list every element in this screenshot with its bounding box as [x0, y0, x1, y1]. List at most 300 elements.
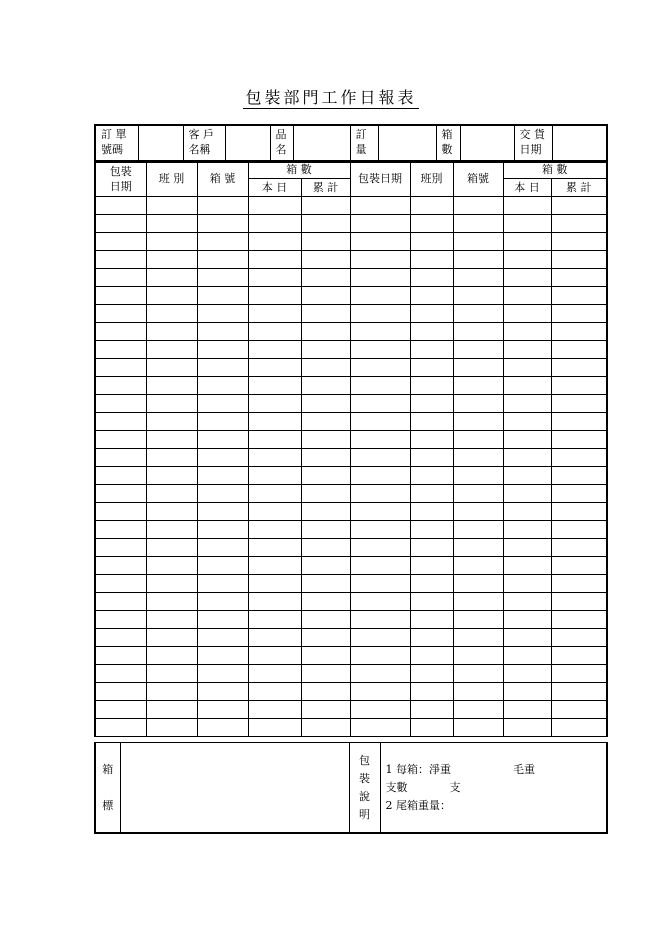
delivery-date-field[interactable]	[552, 125, 607, 162]
table-cell[interactable]	[146, 575, 197, 593]
table-cell[interactable]	[146, 395, 197, 413]
table-cell[interactable]	[95, 665, 146, 683]
table-cell[interactable]	[551, 431, 607, 449]
table-cell[interactable]	[248, 359, 301, 377]
table-cell[interactable]	[453, 575, 503, 593]
table-cell[interactable]	[95, 467, 146, 485]
table-cell[interactable]	[551, 359, 607, 377]
table-cell[interactable]	[248, 377, 301, 395]
table-cell[interactable]	[146, 305, 197, 323]
table-cell[interactable]	[197, 449, 248, 467]
table-cell[interactable]	[248, 503, 301, 521]
table-cell[interactable]	[146, 647, 197, 665]
table-cell[interactable]	[146, 593, 197, 611]
table-cell[interactable]	[503, 611, 551, 629]
table-cell[interactable]	[301, 683, 350, 701]
table-cell[interactable]	[410, 215, 453, 233]
table-cell[interactable]	[146, 449, 197, 467]
table-cell[interactable]	[301, 251, 350, 269]
table-cell[interactable]	[453, 251, 503, 269]
table-cell[interactable]	[453, 665, 503, 683]
table-cell[interactable]	[248, 539, 301, 557]
table-cell[interactable]	[301, 431, 350, 449]
table-cell[interactable]	[95, 629, 146, 647]
table-cell[interactable]	[410, 539, 453, 557]
table-cell[interactable]	[301, 611, 350, 629]
table-cell[interactable]	[248, 665, 301, 683]
table-cell[interactable]	[146, 485, 197, 503]
table-cell[interactable]	[453, 431, 503, 449]
table-cell[interactable]	[453, 467, 503, 485]
table-cell[interactable]	[248, 395, 301, 413]
table-cell[interactable]	[453, 647, 503, 665]
table-cell[interactable]	[248, 197, 301, 215]
table-cell[interactable]	[248, 611, 301, 629]
table-cell[interactable]	[410, 575, 453, 593]
table-cell[interactable]	[95, 719, 146, 737]
table-cell[interactable]	[197, 629, 248, 647]
box-mark-field[interactable]	[120, 743, 349, 834]
table-cell[interactable]	[301, 287, 350, 305]
table-cell[interactable]	[551, 593, 607, 611]
table-cell[interactable]	[410, 467, 453, 485]
table-cell[interactable]	[350, 647, 410, 665]
table-cell[interactable]	[551, 395, 607, 413]
table-cell[interactable]	[350, 629, 410, 647]
table-cell[interactable]	[551, 287, 607, 305]
table-cell[interactable]	[453, 629, 503, 647]
table-cell[interactable]	[350, 413, 410, 431]
table-cell[interactable]	[410, 413, 453, 431]
table-cell[interactable]	[350, 539, 410, 557]
table-cell[interactable]	[350, 503, 410, 521]
table-cell[interactable]	[248, 629, 301, 647]
table-cell[interactable]	[197, 539, 248, 557]
table-cell[interactable]	[301, 665, 350, 683]
table-cell[interactable]	[410, 665, 453, 683]
table-cell[interactable]	[301, 647, 350, 665]
table-cell[interactable]	[350, 233, 410, 251]
table-cell[interactable]	[301, 539, 350, 557]
table-cell[interactable]	[503, 323, 551, 341]
table-cell[interactable]	[301, 449, 350, 467]
table-cell[interactable]	[146, 503, 197, 521]
table-cell[interactable]	[248, 557, 301, 575]
table-cell[interactable]	[95, 611, 146, 629]
table-cell[interactable]	[350, 665, 410, 683]
table-cell[interactable]	[146, 539, 197, 557]
table-cell[interactable]	[301, 593, 350, 611]
table-cell[interactable]	[503, 539, 551, 557]
table-cell[interactable]	[301, 719, 350, 737]
table-cell[interactable]	[95, 269, 146, 287]
table-cell[interactable]	[453, 539, 503, 557]
table-cell[interactable]	[146, 611, 197, 629]
table-cell[interactable]	[301, 341, 350, 359]
table-cell[interactable]	[146, 665, 197, 683]
table-cell[interactable]	[197, 359, 248, 377]
table-cell[interactable]	[551, 629, 607, 647]
table-cell[interactable]	[248, 341, 301, 359]
table-cell[interactable]	[95, 485, 146, 503]
table-cell[interactable]	[410, 593, 453, 611]
table-cell[interactable]	[551, 701, 607, 719]
table-cell[interactable]	[503, 377, 551, 395]
table-cell[interactable]	[551, 413, 607, 431]
table-cell[interactable]	[95, 359, 146, 377]
table-cell[interactable]	[146, 233, 197, 251]
table-cell[interactable]	[197, 215, 248, 233]
table-cell[interactable]	[453, 305, 503, 323]
table-cell[interactable]	[301, 377, 350, 395]
table-cell[interactable]	[350, 575, 410, 593]
table-cell[interactable]	[410, 611, 453, 629]
table-cell[interactable]	[350, 323, 410, 341]
table-cell[interactable]	[410, 521, 453, 539]
table-cell[interactable]	[453, 503, 503, 521]
table-cell[interactable]	[350, 701, 410, 719]
table-cell[interactable]	[95, 575, 146, 593]
table-cell[interactable]	[410, 719, 453, 737]
table-cell[interactable]	[503, 647, 551, 665]
table-cell[interactable]	[248, 449, 301, 467]
table-cell[interactable]	[301, 197, 350, 215]
table-cell[interactable]	[248, 233, 301, 251]
table-cell[interactable]	[95, 431, 146, 449]
table-cell[interactable]	[453, 215, 503, 233]
table-cell[interactable]	[551, 467, 607, 485]
table-cell[interactable]	[197, 647, 248, 665]
table-cell[interactable]	[197, 611, 248, 629]
table-cell[interactable]	[248, 251, 301, 269]
table-cell[interactable]	[301, 269, 350, 287]
table-cell[interactable]	[197, 701, 248, 719]
table-cell[interactable]	[551, 539, 607, 557]
table-cell[interactable]	[95, 233, 146, 251]
table-cell[interactable]	[410, 629, 453, 647]
table-cell[interactable]	[95, 323, 146, 341]
table-cell[interactable]	[146, 629, 197, 647]
table-cell[interactable]	[453, 287, 503, 305]
table-cell[interactable]	[453, 413, 503, 431]
table-cell[interactable]	[146, 323, 197, 341]
table-cell[interactable]	[453, 719, 503, 737]
table-cell[interactable]	[301, 557, 350, 575]
table-cell[interactable]	[350, 287, 410, 305]
table-cell[interactable]	[197, 467, 248, 485]
table-cell[interactable]	[95, 521, 146, 539]
table-cell[interactable]	[197, 413, 248, 431]
table-cell[interactable]	[551, 449, 607, 467]
table-cell[interactable]	[248, 269, 301, 287]
table-cell[interactable]	[248, 683, 301, 701]
table-cell[interactable]	[410, 251, 453, 269]
table-cell[interactable]	[350, 557, 410, 575]
table-cell[interactable]	[146, 251, 197, 269]
table-cell[interactable]	[197, 323, 248, 341]
table-cell[interactable]	[350, 485, 410, 503]
table-cell[interactable]	[301, 701, 350, 719]
table-cell[interactable]	[95, 647, 146, 665]
table-cell[interactable]	[551, 341, 607, 359]
table-cell[interactable]	[248, 305, 301, 323]
order-qty-field[interactable]	[378, 125, 436, 162]
table-cell[interactable]	[95, 701, 146, 719]
table-cell[interactable]	[350, 521, 410, 539]
table-cell[interactable]	[248, 701, 301, 719]
table-cell[interactable]	[503, 341, 551, 359]
table-cell[interactable]	[503, 701, 551, 719]
pack-notes[interactable]	[380, 743, 607, 834]
table-cell[interactable]	[197, 233, 248, 251]
table-cell[interactable]	[551, 665, 607, 683]
table-cell[interactable]	[95, 539, 146, 557]
table-cell[interactable]	[248, 323, 301, 341]
table-cell[interactable]	[197, 557, 248, 575]
table-cell[interactable]	[197, 305, 248, 323]
table-cell[interactable]	[197, 719, 248, 737]
table-cell[interactable]	[410, 233, 453, 251]
table-cell[interactable]	[248, 575, 301, 593]
table-cell[interactable]	[301, 305, 350, 323]
table-cell[interactable]	[248, 647, 301, 665]
table-cell[interactable]	[301, 233, 350, 251]
table-cell[interactable]	[410, 503, 453, 521]
table-cell[interactable]	[301, 359, 350, 377]
table-cell[interactable]	[197, 593, 248, 611]
table-cell[interactable]	[197, 521, 248, 539]
table-cell[interactable]	[146, 557, 197, 575]
table-cell[interactable]	[350, 359, 410, 377]
table-cell[interactable]	[197, 287, 248, 305]
table-cell[interactable]	[248, 413, 301, 431]
table-cell[interactable]	[551, 197, 607, 215]
product-field[interactable]	[293, 125, 350, 162]
table-cell[interactable]	[248, 467, 301, 485]
table-cell[interactable]	[410, 287, 453, 305]
table-cell[interactable]	[146, 341, 197, 359]
table-cell[interactable]	[95, 287, 146, 305]
table-cell[interactable]	[410, 269, 453, 287]
table-cell[interactable]	[146, 467, 197, 485]
table-cell[interactable]	[95, 377, 146, 395]
table-cell[interactable]	[453, 683, 503, 701]
table-cell[interactable]	[453, 701, 503, 719]
table-cell[interactable]	[146, 359, 197, 377]
box-count-field[interactable]	[460, 125, 514, 162]
table-cell[interactable]	[551, 557, 607, 575]
table-cell[interactable]	[95, 503, 146, 521]
table-cell[interactable]	[197, 683, 248, 701]
table-cell[interactable]	[197, 269, 248, 287]
table-cell[interactable]	[503, 629, 551, 647]
table-cell[interactable]	[95, 683, 146, 701]
table-cell[interactable]	[350, 215, 410, 233]
table-cell[interactable]	[248, 287, 301, 305]
table-cell[interactable]	[301, 467, 350, 485]
table-cell[interactable]	[551, 305, 607, 323]
table-cell[interactable]	[453, 449, 503, 467]
table-cell[interactable]	[350, 449, 410, 467]
customer-field[interactable]	[225, 125, 270, 162]
table-cell[interactable]	[410, 449, 453, 467]
table-cell[interactable]	[197, 377, 248, 395]
table-cell[interactable]	[503, 557, 551, 575]
table-cell[interactable]	[301, 521, 350, 539]
table-cell[interactable]	[146, 701, 197, 719]
table-cell[interactable]	[350, 611, 410, 629]
table-cell[interactable]	[453, 233, 503, 251]
table-cell[interactable]	[503, 521, 551, 539]
table-cell[interactable]	[410, 647, 453, 665]
table-cell[interactable]	[301, 215, 350, 233]
table-cell[interactable]	[146, 719, 197, 737]
table-cell[interactable]	[350, 197, 410, 215]
table-cell[interactable]	[410, 377, 453, 395]
table-cell[interactable]	[248, 521, 301, 539]
table-cell[interactable]	[301, 323, 350, 341]
table-cell[interactable]	[503, 413, 551, 431]
table-cell[interactable]	[197, 575, 248, 593]
table-cell[interactable]	[301, 485, 350, 503]
table-cell[interactable]	[197, 197, 248, 215]
table-cell[interactable]	[551, 251, 607, 269]
table-cell[interactable]	[410, 341, 453, 359]
table-cell[interactable]	[146, 377, 197, 395]
table-cell[interactable]	[503, 233, 551, 251]
table-cell[interactable]	[410, 431, 453, 449]
table-cell[interactable]	[197, 485, 248, 503]
table-cell[interactable]	[248, 719, 301, 737]
table-cell[interactable]	[503, 485, 551, 503]
table-cell[interactable]	[551, 377, 607, 395]
table-cell[interactable]	[503, 719, 551, 737]
table-cell[interactable]	[453, 377, 503, 395]
table-cell[interactable]	[146, 287, 197, 305]
table-cell[interactable]	[410, 557, 453, 575]
table-cell[interactable]	[551, 323, 607, 341]
table-cell[interactable]	[350, 467, 410, 485]
table-cell[interactable]	[453, 611, 503, 629]
table-cell[interactable]	[453, 521, 503, 539]
table-cell[interactable]	[350, 719, 410, 737]
table-cell[interactable]	[146, 431, 197, 449]
table-cell[interactable]	[551, 485, 607, 503]
table-cell[interactable]	[350, 251, 410, 269]
table-cell[interactable]	[503, 449, 551, 467]
order-no-field[interactable]	[138, 125, 183, 162]
table-cell[interactable]	[453, 485, 503, 503]
table-cell[interactable]	[551, 521, 607, 539]
table-cell[interactable]	[503, 395, 551, 413]
table-cell[interactable]	[146, 215, 197, 233]
table-cell[interactable]	[503, 683, 551, 701]
table-cell[interactable]	[95, 395, 146, 413]
table-cell[interactable]	[503, 467, 551, 485]
table-cell[interactable]	[453, 197, 503, 215]
table-cell[interactable]	[146, 683, 197, 701]
table-cell[interactable]	[551, 683, 607, 701]
table-cell[interactable]	[503, 251, 551, 269]
table-cell[interactable]	[197, 665, 248, 683]
table-cell[interactable]	[503, 359, 551, 377]
table-cell[interactable]	[551, 503, 607, 521]
table-cell[interactable]	[350, 431, 410, 449]
table-cell[interactable]	[551, 233, 607, 251]
table-cell[interactable]	[301, 575, 350, 593]
table-cell[interactable]	[350, 341, 410, 359]
table-cell[interactable]	[453, 395, 503, 413]
table-cell[interactable]	[350, 395, 410, 413]
table-cell[interactable]	[301, 629, 350, 647]
table-cell[interactable]	[453, 269, 503, 287]
table-cell[interactable]	[248, 215, 301, 233]
table-cell[interactable]	[301, 395, 350, 413]
table-cell[interactable]	[503, 215, 551, 233]
table-cell[interactable]	[503, 665, 551, 683]
table-cell[interactable]	[197, 431, 248, 449]
table-cell[interactable]	[95, 449, 146, 467]
table-cell[interactable]	[551, 719, 607, 737]
table-cell[interactable]	[503, 269, 551, 287]
table-cell[interactable]	[350, 593, 410, 611]
table-cell[interactable]	[503, 503, 551, 521]
table-cell[interactable]	[95, 593, 146, 611]
table-cell[interactable]	[551, 647, 607, 665]
table-cell[interactable]	[301, 503, 350, 521]
table-cell[interactable]	[248, 593, 301, 611]
table-cell[interactable]	[503, 197, 551, 215]
table-cell[interactable]	[503, 575, 551, 593]
table-cell[interactable]	[551, 575, 607, 593]
table-cell[interactable]	[551, 215, 607, 233]
table-cell[interactable]	[350, 377, 410, 395]
table-cell[interactable]	[301, 413, 350, 431]
table-cell[interactable]	[248, 485, 301, 503]
table-cell[interactable]	[197, 503, 248, 521]
table-cell[interactable]	[197, 341, 248, 359]
table-cell[interactable]	[350, 305, 410, 323]
table-cell[interactable]	[453, 341, 503, 359]
table-cell[interactable]	[350, 269, 410, 287]
table-cell[interactable]	[410, 485, 453, 503]
table-cell[interactable]	[410, 305, 453, 323]
table-cell[interactable]	[146, 197, 197, 215]
table-cell[interactable]	[453, 593, 503, 611]
table-cell[interactable]	[146, 521, 197, 539]
table-cell[interactable]	[350, 683, 410, 701]
table-cell[interactable]	[503, 431, 551, 449]
table-cell[interactable]	[95, 341, 146, 359]
table-cell[interactable]	[410, 359, 453, 377]
table-cell[interactable]	[503, 287, 551, 305]
table-cell[interactable]	[410, 395, 453, 413]
table-cell[interactable]	[410, 701, 453, 719]
table-cell[interactable]	[197, 251, 248, 269]
table-cell[interactable]	[95, 215, 146, 233]
table-cell[interactable]	[146, 413, 197, 431]
table-cell[interactable]	[503, 593, 551, 611]
table-cell[interactable]	[197, 395, 248, 413]
table-cell[interactable]	[95, 197, 146, 215]
table-cell[interactable]	[453, 359, 503, 377]
table-cell[interactable]	[453, 323, 503, 341]
table-cell[interactable]	[503, 305, 551, 323]
table-cell[interactable]	[410, 323, 453, 341]
table-cell[interactable]	[410, 683, 453, 701]
table-cell[interactable]	[551, 611, 607, 629]
table-cell[interactable]	[453, 557, 503, 575]
